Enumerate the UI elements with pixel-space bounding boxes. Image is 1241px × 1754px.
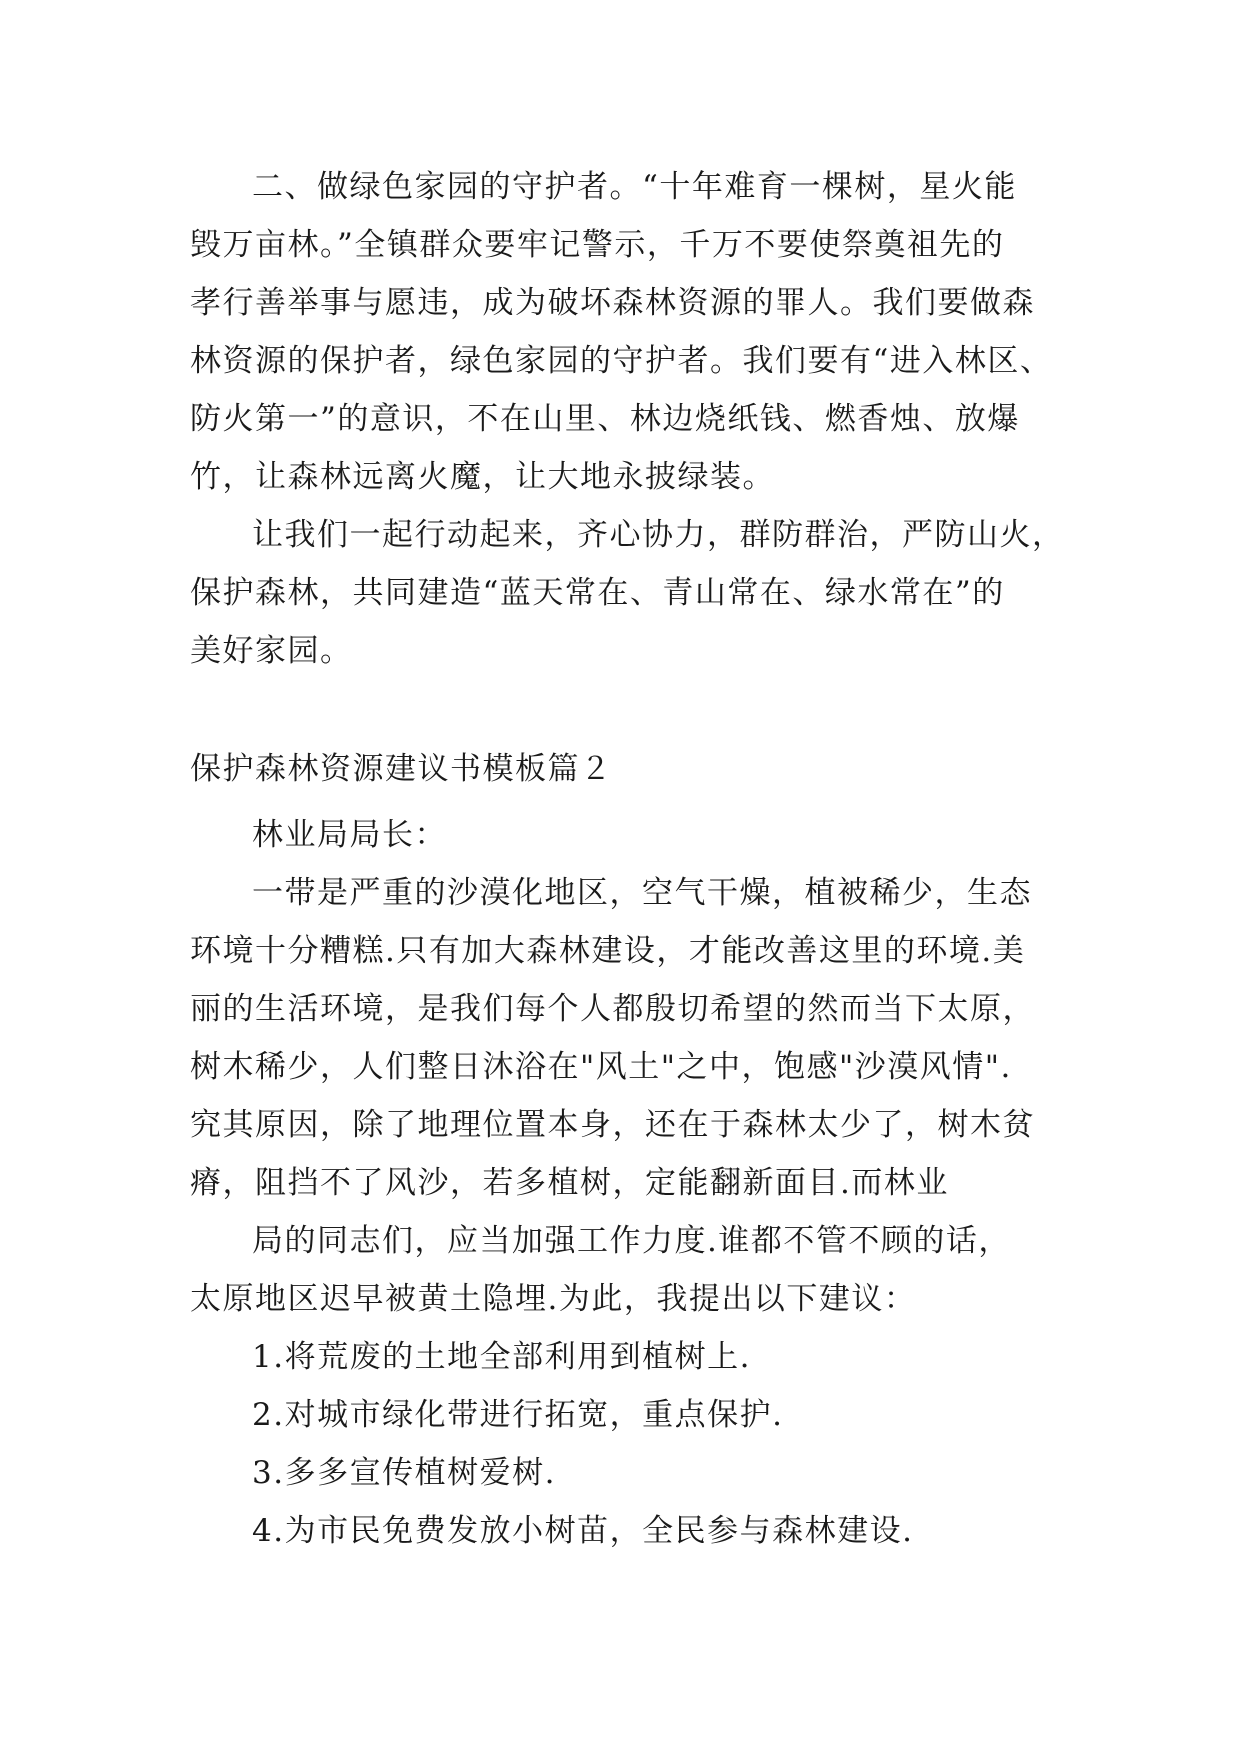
section-heading (190, 740, 1050, 798)
text-line: 防火第一”的意识，不在山里、林边烧纸钱、燃香烛、放爆 (190, 401, 1020, 437)
salutation: 林业局局长： (252, 817, 447, 853)
text-line: 太原地区迟早被黄土隐埋.为此，我提出以下建议： (190, 1281, 917, 1317)
text-line: 瘠，阻挡不了风沙，若多植树，定能翻新面目.而林业 (190, 1165, 949, 1201)
text-line: 让我们一起行动起来，齐心协力，群防群治，严防山火， (252, 517, 1065, 553)
text-line: 环境十分糟糕.只有加大森林建设，才能改善这里的环境.美 (190, 933, 1026, 969)
text-line: 毁万亩林。”全镇群众要牢记警示，千万不要使祭奠祖先的 (190, 227, 1005, 263)
text-line: 树木稀少，人们整日沐浴在"风土"之中，饱感"沙漠风情". (190, 1049, 1012, 1085)
text-line: 局的同志们，应当加强工作力度.谁都不管不顾的话， (252, 1223, 1011, 1259)
text-line: 竹，让森林远离火魔，让大地永披绿装。 (190, 459, 775, 495)
paragraph-green-home-guardian (190, 158, 1053, 506)
list-item: 1.将荒废的土地全部利用到植树上. (252, 1339, 751, 1375)
paragraph-letter-body (190, 806, 1050, 1212)
heading-text: 保护森林资源建议书模板篇２ (190, 751, 613, 787)
text-line: 究其原因，除了地理位置本身，还在于森林太少了，树木贫 (190, 1107, 1035, 1143)
list-item: 4.为市民免费发放小树苗，全民参与森林建设. (252, 1513, 914, 1549)
text-line: 二、做绿色家园的守护者。“十年难育一棵树，星火能 (252, 169, 1017, 205)
list-item: 3.多多宣传植树爱树. (252, 1455, 556, 1491)
paragraph-call-to-action (190, 506, 1065, 680)
text-line: 保护森林，共同建造“蓝天常在、青山常在、绿水常在”的 (190, 575, 1005, 611)
paragraph-suggestions (190, 1212, 1050, 1560)
list-item: 2.对城市绿化带进行拓宽，重点保护. (252, 1397, 784, 1433)
text-line: 丽的生活环境，是我们每个人都殷切希望的然而当下太原， (190, 991, 1035, 1027)
text-line: 一带是严重的沙漠化地区，空气干燥，植被稀少，生态 (252, 875, 1032, 911)
text-line: 美好家园。 (190, 633, 353, 669)
text-line: 孝行善举事与愿违，成为破坏森林资源的罪人。我们要做森 (190, 285, 1035, 321)
text-line: 林资源的保护者，绿色家园的守护者。我们要有“进入林区、 (190, 343, 1053, 379)
